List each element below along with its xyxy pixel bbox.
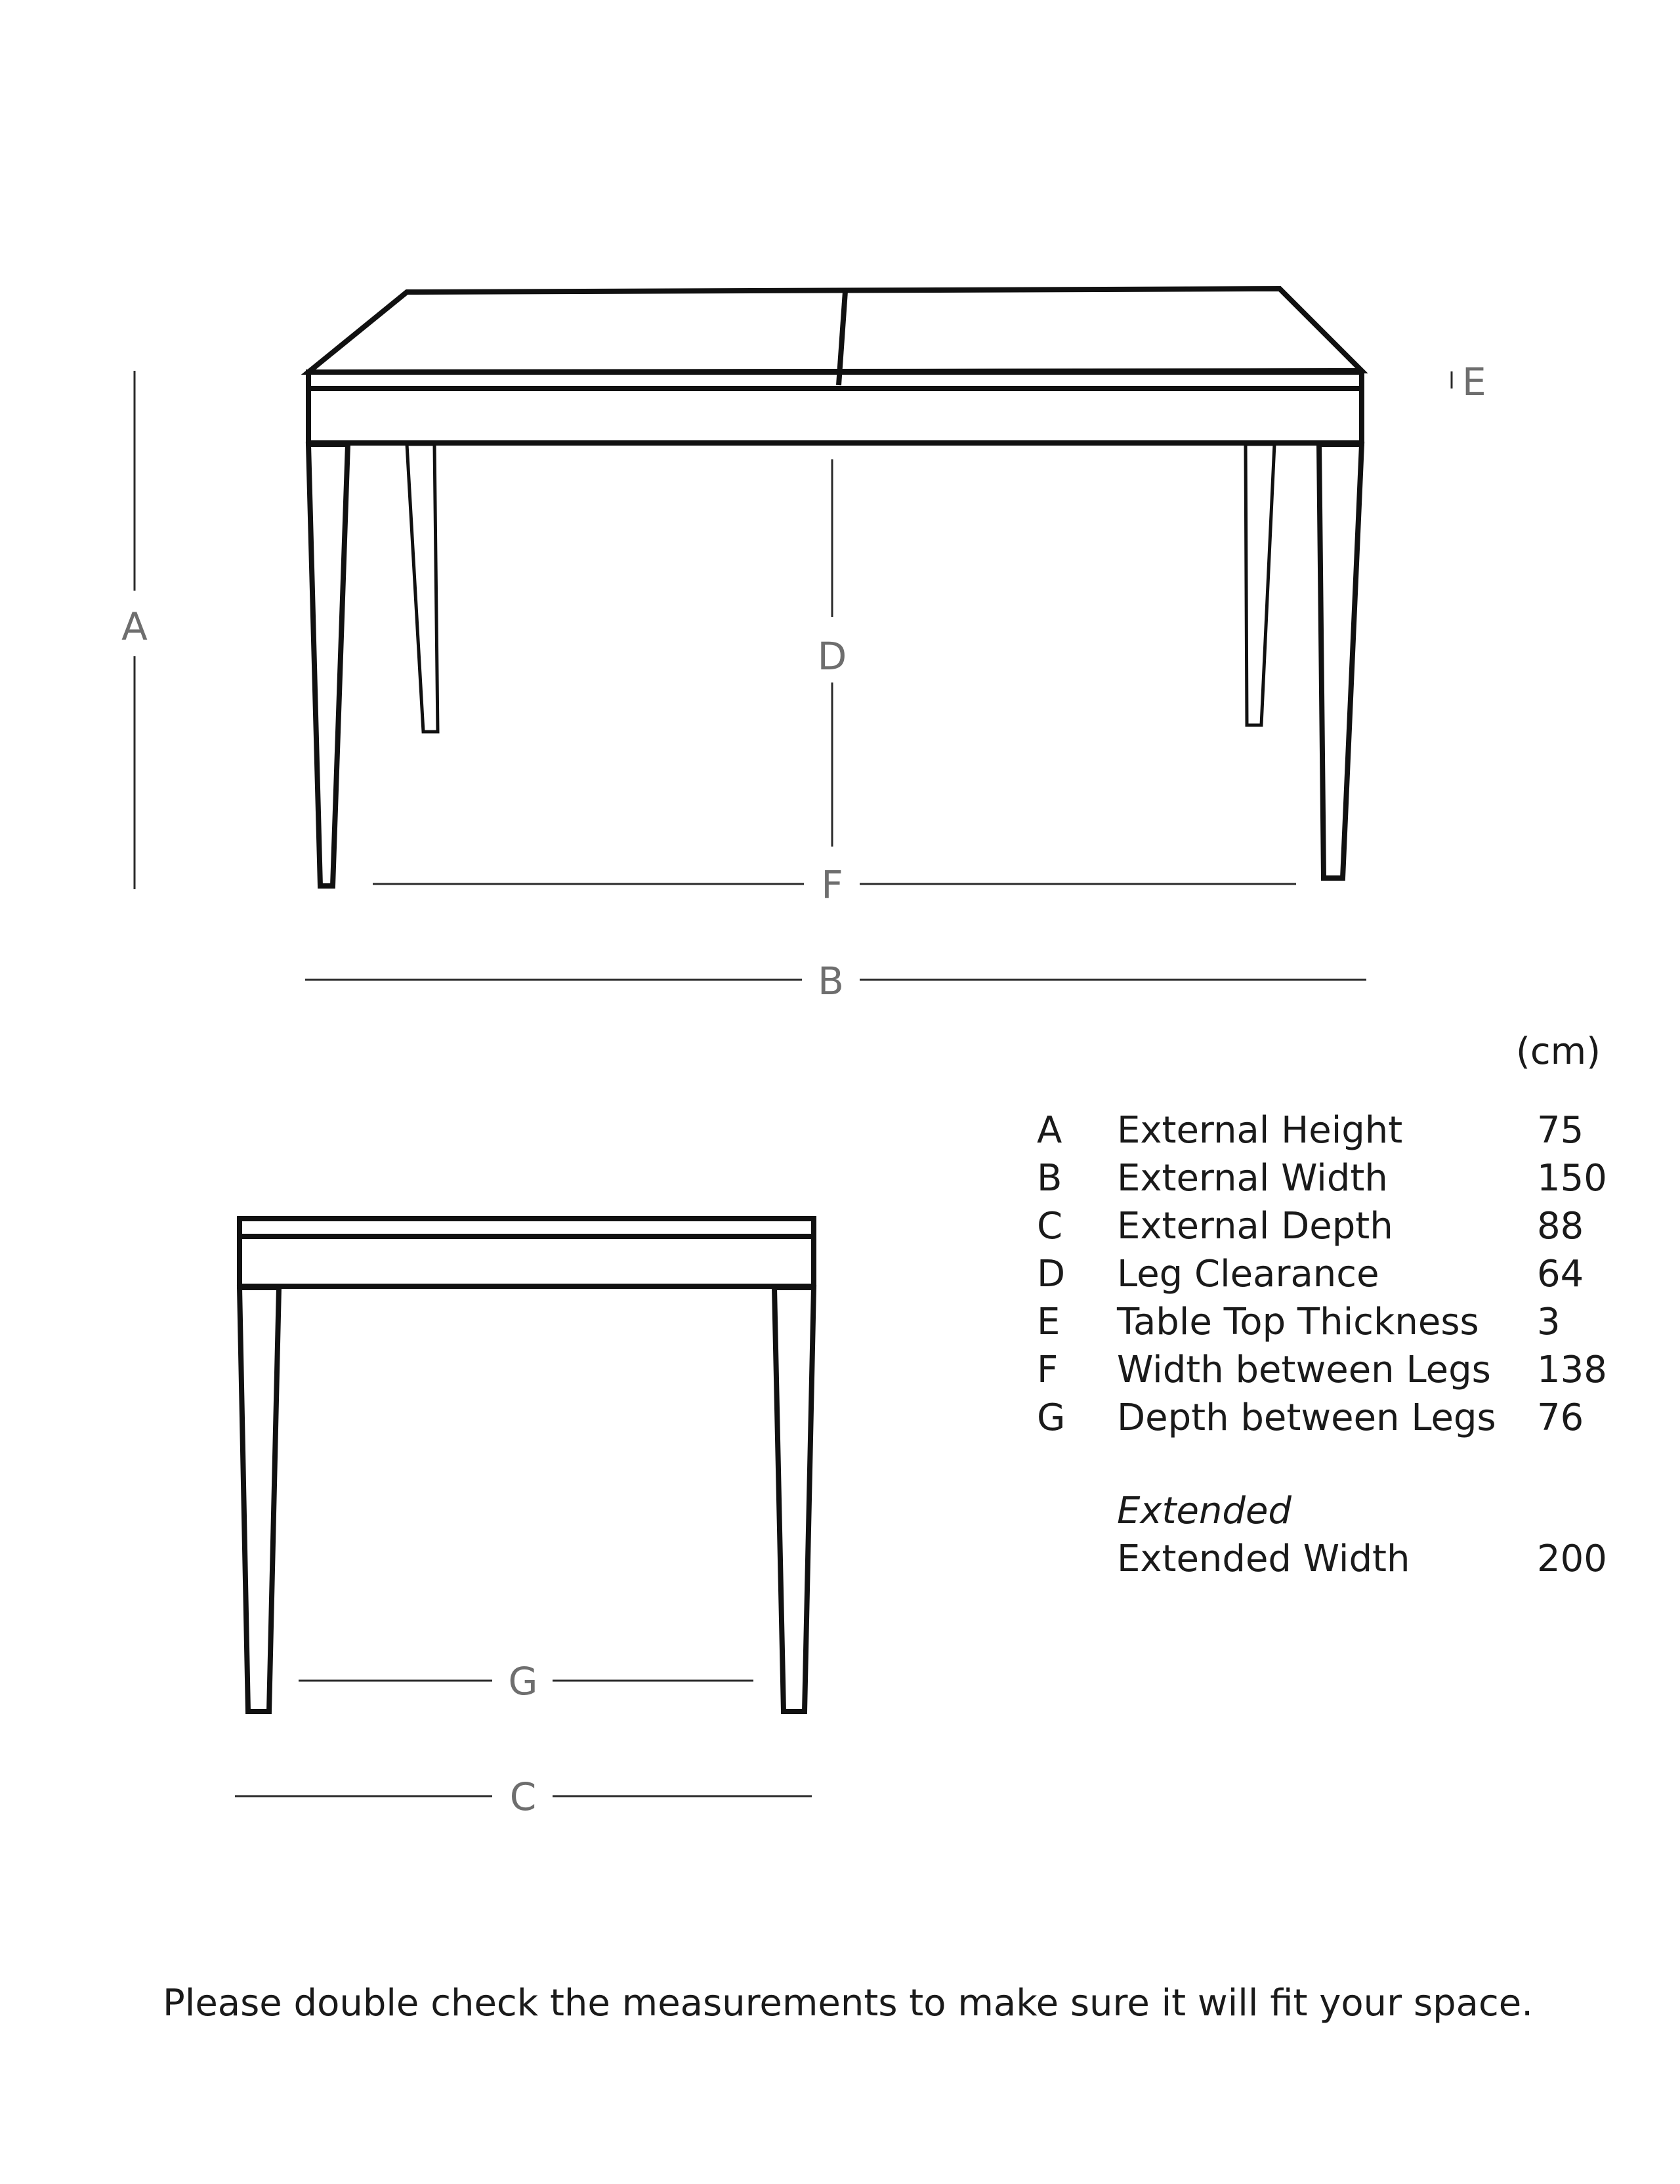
extended-label: Extended Width	[1117, 1538, 1410, 1580]
dimension-label: Table Top Thickness	[1117, 1301, 1479, 1343]
dimension-g	[299, 1659, 753, 1704]
dimension-value: 64	[1537, 1253, 1584, 1295]
dimension-key: A	[1037, 1109, 1062, 1152]
label-b: B	[818, 959, 844, 1003]
dimension-value: 88	[1537, 1205, 1584, 1248]
dimension-key: C	[1037, 1205, 1063, 1248]
label-f: F	[821, 862, 843, 907]
label-g: G	[508, 1659, 538, 1704]
dimension-label: External Height	[1117, 1109, 1403, 1152]
dimension-value: 138	[1537, 1349, 1607, 1391]
footnote: Please double check the measurements to make sure it will fit your space.	[163, 1982, 1534, 2025]
dimension-d	[818, 459, 847, 847]
dimension-key: D	[1037, 1253, 1066, 1295]
dimension-label: External Depth	[1117, 1205, 1393, 1248]
dimension-value: 76	[1537, 1396, 1584, 1439]
dimension-label: External Width	[1117, 1157, 1388, 1200]
dimension-c	[235, 1774, 812, 1819]
label-c: C	[509, 1774, 537, 1819]
dimension-f	[373, 862, 1296, 907]
dimension-label: Depth between Legs	[1117, 1396, 1496, 1439]
label-e: E	[1462, 360, 1486, 404]
label-d: D	[817, 634, 847, 679]
unit-label: (cm)	[1516, 1030, 1601, 1073]
dimension-e	[1452, 360, 1486, 404]
dimension-value: 150	[1537, 1157, 1607, 1200]
dimension-label: Leg Clearance	[1117, 1253, 1379, 1295]
dimension-b	[305, 959, 1366, 1003]
dimension-value: 3	[1537, 1301, 1561, 1343]
extended-value: 200	[1537, 1538, 1607, 1580]
dimension-key: E	[1037, 1301, 1060, 1343]
dimension-value: 75	[1537, 1109, 1584, 1152]
dimension-key: G	[1037, 1396, 1066, 1439]
dimension-a	[121, 371, 148, 889]
dimension-key: F	[1037, 1349, 1059, 1391]
dimension-label: Width between Legs	[1117, 1349, 1491, 1391]
dimension-key: B	[1037, 1157, 1062, 1200]
table-front-view	[308, 289, 1362, 886]
label-a: A	[121, 604, 148, 649]
table-side-view	[240, 1219, 814, 1712]
extended-heading: Extended	[1117, 1490, 1292, 1532]
